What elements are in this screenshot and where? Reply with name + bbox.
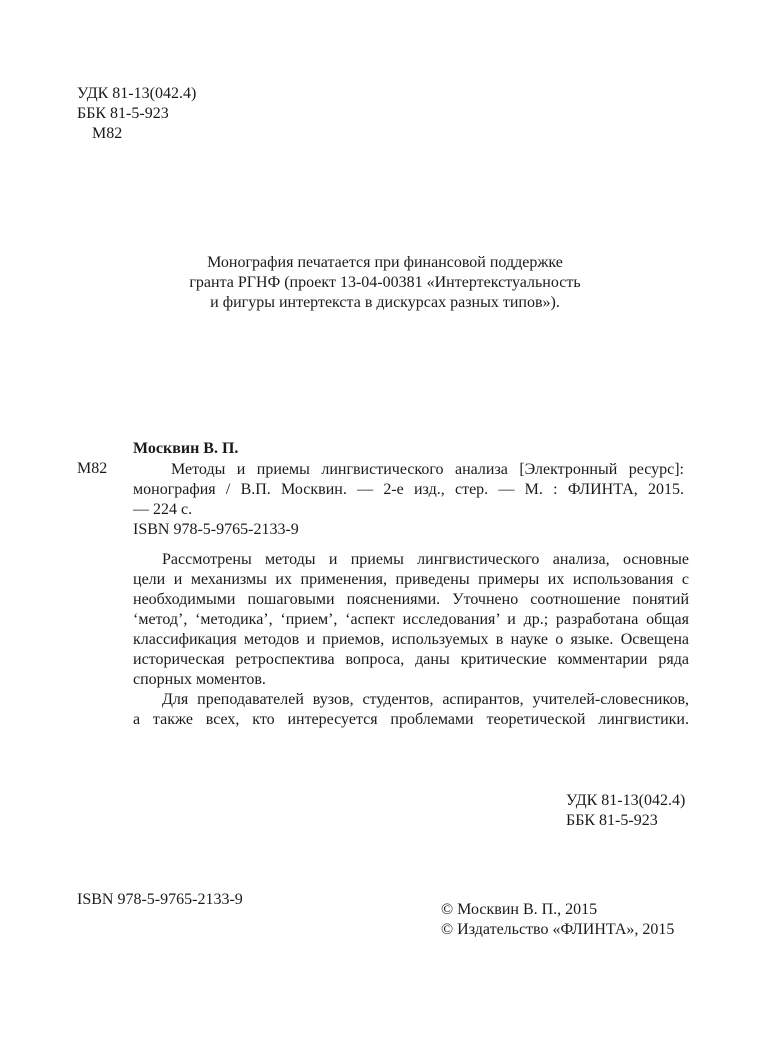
abstract-line: спорных моментов. [133, 671, 266, 688]
grant-notice-line: Монография печатается при финансовой поддержке [207, 254, 563, 271]
bib-line: Методы и приемы лингвистического анализа [Электронный ресурс]: [171, 461, 684, 478]
bib-line: — 224 с. [133, 501, 193, 518]
author-sign-code: М82 [92, 125, 123, 142]
copyright-publisher: © Издательство «ФЛИНТА», 2015 [441, 921, 675, 938]
abstract-line: цели и механизмы их применения, приведены примеры их использования с [133, 571, 689, 588]
abstract-line: ‘метод’, ‘методика’, ‘прием’, ‘аспект исследования’ и др.; разработана общая [133, 611, 689, 628]
author-name: Москвин В. П. [133, 440, 239, 457]
abstract-line: Рассмотрены методы и приемы лингвистического анализа, основные [162, 551, 689, 568]
copyright-block [441, 900, 674, 940]
grant-notice [150, 253, 620, 313]
bibliographic-entry [133, 460, 684, 540]
abstract-line: классификация методов и приемов, используемых в науке о языке. Освещена [133, 631, 689, 648]
audience-line: Для преподавателей вузов, студентов, аспирантов, учителей-словесников, [162, 691, 689, 708]
bbk-code: ББК 81-5-923 [77, 105, 169, 122]
abstract [133, 550, 689, 730]
udk-code: УДК 81-13(042.4) [77, 85, 197, 102]
bib-line: монография / В.П. Москвин. — 2-е изд., стер. — М. : ФЛИНТА, 2015. [133, 481, 684, 498]
copyright-author: © Москвин В. П., 2015 [441, 901, 598, 918]
grant-notice-line: и фигуры интертекста в дискурсах разных типов»). [210, 294, 560, 311]
isbn: ISBN 978-5-9765-2133-9 [77, 891, 243, 908]
abstract-line: необходимыми пошаговыми пояснениями. Уточнено соотношение понятий [133, 591, 689, 608]
abstract-line: историческая ретроспектива вопроса, даны критические комментарии ряда [133, 651, 689, 668]
grant-notice-line: гранта РГНФ (проект 13-04-00381 «Интертекстуальность [189, 274, 581, 291]
udk-code: УДК 81-13(042.4) [566, 792, 686, 809]
classification-codes-top [77, 84, 196, 144]
classification-codes-bottom [566, 791, 685, 831]
author-sign: М82 [77, 460, 108, 477]
bbk-code: ББК 81-5-923 [566, 812, 658, 829]
bib-isbn: ISBN 978-5-9765-2133-9 [133, 521, 299, 538]
audience-line: а также всех, кто интересуется проблемами теоретической лингвистики. [133, 711, 689, 728]
